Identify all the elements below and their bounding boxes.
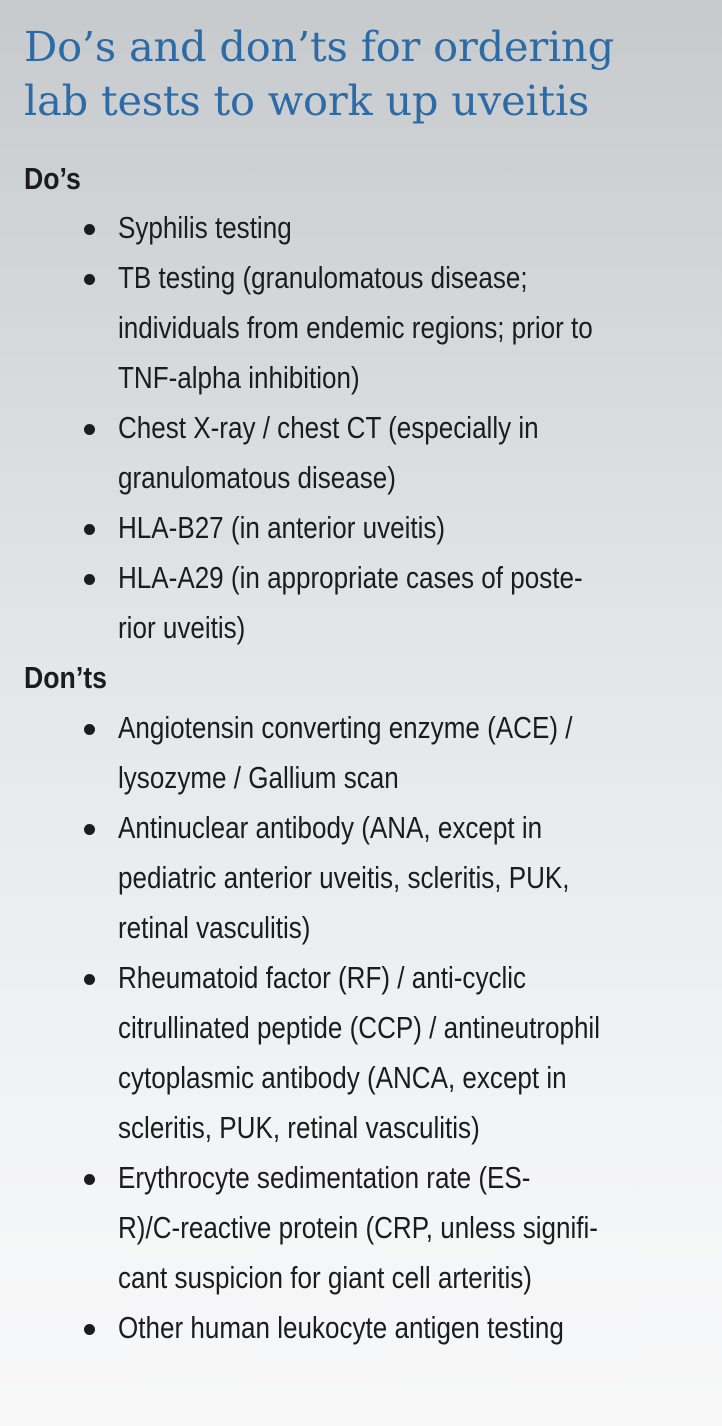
list-item-line: R)/C-reactive protein (CRP, unless signifi- bbox=[118, 1210, 598, 1245]
list-item bbox=[0, 803, 722, 953]
list-item-line: lysozyme / Gallium scan bbox=[118, 760, 399, 795]
list-item-line: TNF-alpha inhibition) bbox=[118, 360, 360, 395]
list-item-line: HLA-A29 (in appropriate cases of poste- bbox=[118, 560, 583, 595]
list-item bbox=[0, 253, 722, 403]
bullet-icon bbox=[84, 974, 95, 985]
list-item bbox=[0, 503, 722, 553]
list-item-line: Chest X-ray / chest CT (especially in bbox=[118, 410, 539, 445]
bullet-icon bbox=[84, 424, 95, 435]
list-item-line: pediatric anterior uveitis, scleritis, PUK, bbox=[118, 860, 570, 895]
list-item-text bbox=[118, 1303, 722, 1353]
list-item-text bbox=[118, 553, 722, 653]
list-item bbox=[0, 953, 722, 1153]
list-item-line: Antinuclear antibody (ANA, except in bbox=[118, 810, 543, 845]
list-item-text bbox=[118, 703, 722, 803]
list-item-line: Other human leukocyte antigen testing bbox=[118, 1310, 564, 1345]
bullet-icon bbox=[84, 1324, 95, 1335]
list-item-line: citrullinated peptide (CCP) / antineutrophil bbox=[118, 1010, 601, 1045]
list-item bbox=[0, 203, 722, 253]
list-item-text bbox=[118, 253, 722, 403]
list-item-line: scleritis, PUK, retinal vasculitis) bbox=[118, 1110, 480, 1145]
dos-list bbox=[0, 203, 722, 653]
list-item-line: Rheumatoid factor (RF) / anti-cyclic bbox=[118, 960, 527, 995]
list-item-line: cant suspicion for giant cell arteritis) bbox=[118, 1260, 532, 1295]
bullet-icon bbox=[84, 524, 95, 535]
list-item bbox=[0, 703, 722, 803]
list-item-line: retinal vasculitis) bbox=[118, 910, 311, 945]
list-item-text bbox=[118, 803, 722, 953]
list-item-text bbox=[118, 1153, 722, 1303]
list-item-text bbox=[118, 503, 722, 553]
bullet-icon bbox=[84, 274, 95, 285]
list-item-text bbox=[118, 203, 722, 253]
list-item-line: granulomatous disease) bbox=[118, 460, 396, 495]
list-item-line: Angiotensin converting enzyme (ACE) / bbox=[118, 710, 573, 745]
list-item-line: rior uveitis) bbox=[118, 610, 246, 645]
list-item bbox=[0, 1303, 722, 1353]
list-item bbox=[0, 403, 722, 503]
list-item-line: Erythrocyte sedimentation rate (ES- bbox=[118, 1160, 531, 1195]
donts-list bbox=[0, 703, 722, 1353]
list-item-line: HLA-B27 (in anterior uveitis) bbox=[118, 510, 446, 545]
title-line-2: lab tests to work up uveitis bbox=[24, 76, 590, 125]
bullet-icon bbox=[84, 724, 95, 735]
list-item-text bbox=[118, 403, 722, 503]
dos-heading: Do’s bbox=[24, 161, 81, 196]
bullet-icon bbox=[84, 1174, 95, 1185]
bullet-icon bbox=[84, 574, 95, 585]
list-item-line: individuals from endemic regions; prior to bbox=[118, 310, 593, 345]
list-item-line: TB testing (granulomatous disease; bbox=[118, 260, 528, 295]
bullet-icon bbox=[84, 224, 95, 235]
bullet-icon bbox=[84, 824, 95, 835]
list-item bbox=[0, 553, 722, 653]
title-line-1: Do’s and don’ts for ordering bbox=[24, 22, 614, 71]
list-item-line: Syphilis testing bbox=[118, 210, 292, 245]
list-item-line: cytoplasmic antibody (ANCA, except in bbox=[118, 1060, 567, 1095]
list-item bbox=[0, 1153, 722, 1303]
donts-heading: Don’ts bbox=[24, 660, 107, 695]
page-title bbox=[24, 20, 714, 128]
list-item-text bbox=[118, 953, 722, 1153]
